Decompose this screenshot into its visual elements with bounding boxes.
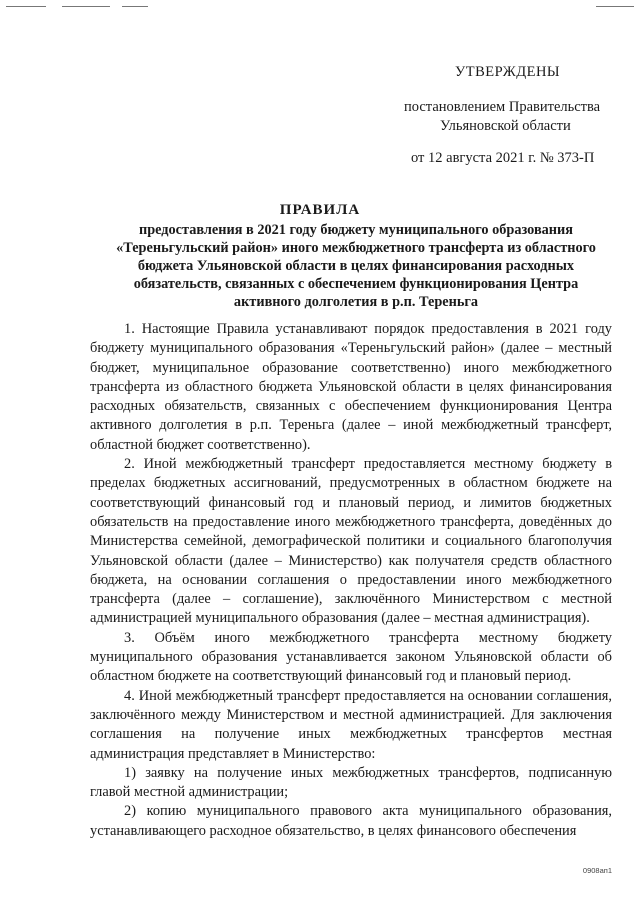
approval-date-number: от 12 августа 2021 г. № 373-П	[411, 150, 595, 166]
footer-code: 0908ап1	[582, 866, 612, 875]
list-item-2: 2) копию муниципального правового акта муниципального образования, устанавливающего расходное обязательство, в целях финансового обеспечения	[90, 803, 612, 839]
scan-edge-marks	[0, 4, 640, 10]
paragraph-3: 3. Объём иного межбюджетного трансферта местному бюджету муниципального образования устанавливается законом Ульяновской области об областном бюджете на соответствующий финансовый год и плановый период.	[90, 629, 612, 685]
paragraph-2: 2. Иной межбюджетный трансферт предоставляется местному бюджету в пределах бюджетных ассигнований, предусмотренных в областном бюджете на соответствующий финансовый год и плановый период, и лимитов бюджетных обязательств на предоставление иного межбюджетного трансферта, доведённых до Министерства семейной, демографической политики и социального благополучия Ульяновской области (далее – Министерство) как получателя средств областного бюджета, на основании соглашения о предоставлении иного межбюджетного трансферта (далее – соглашение), заключённого Министерством с местной администрацией муниципального образования (далее – местная администрация).	[90, 456, 612, 627]
approval-stamp: УТВЕРЖДЕНЫ	[455, 64, 561, 80]
approval-line-2: Ульяновской области	[440, 118, 571, 134]
paragraph-4: 4. Иной межбюджетный трансферт предоставляется на основании соглашения, заключённого между Министерством и местной администрацией. Для заключения соглашения на получение иных межбюджетных трансфертов местная администрация представляет в Министерство:	[90, 687, 612, 762]
list-item-1: 1) заявку на получение иных межбюджетных трансфертов, подписанную главой местной администрации;	[90, 764, 612, 801]
document-title: ПРАВИЛА	[279, 202, 361, 218]
document-subtitle: предоставления в 2021 году бюджету муниципального образования «Тереньгульский район» иного межбюджетного трансферта из областного бюджета Ульяновской области в целях финансирования расходных обязательств, связанных с обеспечением функционирования Центра активного долголетия в р.п. Тереньга	[116, 222, 596, 310]
paragraph-1: 1. Настоящие Правила устанавливают порядок предоставления в 2021 году бюджету муниципального образования «Тереньгульский район» (далее – местный бюджет, муниципальное образование соответственно) иного межбюджетного трансферта из областного бюджета Ульяновской области в целях финансирования расходных обязательств, связанных с обеспечением функционирования Центра активного долголетия в р.п. Тереньга (далее – иной межбюджетный трансферт, областной бюджет соответственно).	[90, 321, 612, 453]
document-body	[90, 320, 612, 841]
approval-line-1: постановлением Правительства	[404, 99, 601, 115]
